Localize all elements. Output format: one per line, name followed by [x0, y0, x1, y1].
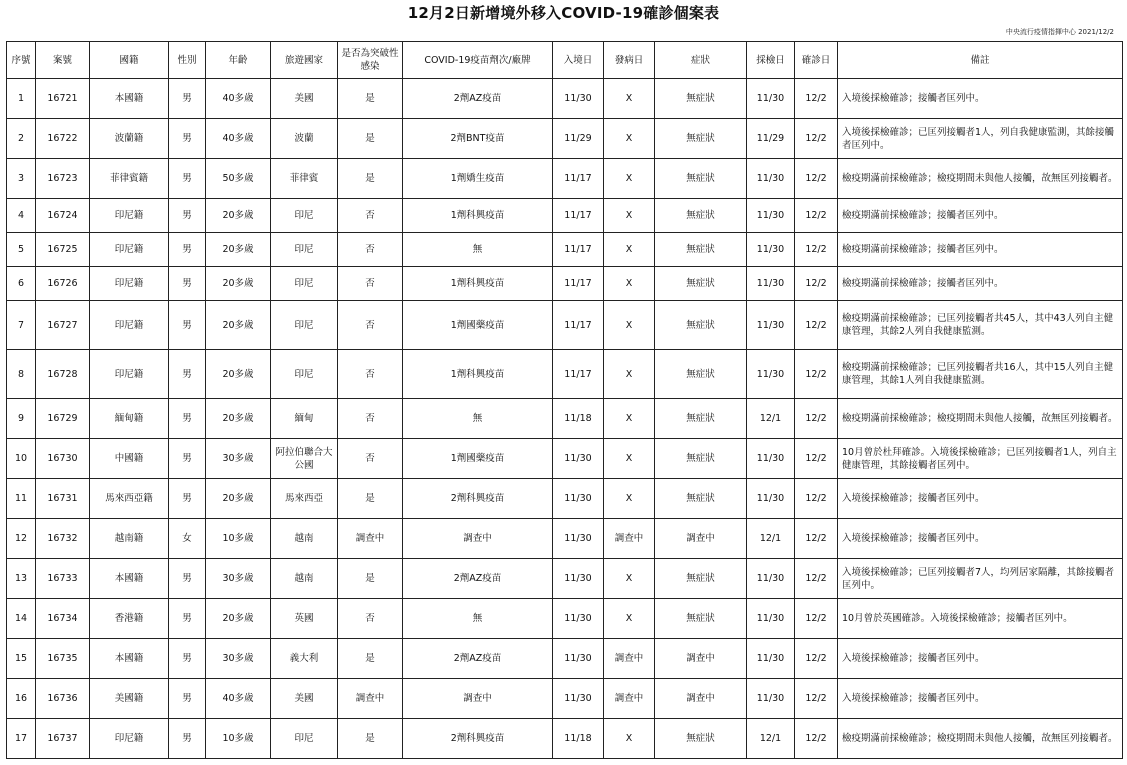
travel-country-cell: 印尼 [271, 719, 338, 759]
remarks-cell: 檢疫期滿前採檢確診；檢疫期間未與他人接觸，故無匡列接觸者。 [838, 159, 1123, 199]
table-row [7, 350, 1123, 399]
case-number-cell: 16723 [36, 159, 90, 199]
age-cell: 30多歲 [206, 639, 271, 679]
breakthrough-cell: 否 [338, 301, 403, 350]
travel-country-cell: 印尼 [271, 199, 338, 233]
travel-country-cell: 印尼 [271, 267, 338, 301]
travel-country-cell: 波蘭 [271, 119, 338, 159]
breakthrough-cell: 是 [338, 79, 403, 119]
case-table [6, 41, 1123, 759]
symptom-cell: 無症狀 [655, 479, 747, 519]
breakthrough-cell: 是 [338, 119, 403, 159]
entry-date-cell: 11/30 [553, 639, 604, 679]
age-cell: 10多歲 [206, 519, 271, 559]
table-row [7, 639, 1123, 679]
sampling-date-cell: 12/1 [747, 519, 795, 559]
col-nationality-header: 國籍 [90, 42, 169, 79]
vaccine-cell: 2劑科興疫苗 [403, 479, 553, 519]
onset-date-cell: X [604, 439, 655, 479]
remarks-cell: 檢疫期滿前採檢確診；接觸者匡列中。 [838, 199, 1123, 233]
seq-cell: 13 [7, 559, 36, 599]
travel-country-cell: 義大利 [271, 639, 338, 679]
table-row [7, 679, 1123, 719]
breakthrough-cell: 是 [338, 159, 403, 199]
age-cell: 20多歲 [206, 399, 271, 439]
table-row [7, 439, 1123, 479]
breakthrough-cell: 是 [338, 559, 403, 599]
nationality-cell: 印尼籍 [90, 199, 169, 233]
breakthrough-cell: 否 [338, 350, 403, 399]
confirmed-date-cell: 12/2 [795, 233, 838, 267]
table-row [7, 479, 1123, 519]
remarks-cell: 檢疫期滿前採檢確診；接觸者匡列中。 [838, 233, 1123, 267]
remarks-cell: 入境後採檢確診；接觸者匡列中。 [838, 679, 1123, 719]
sampling-date-cell: 11/30 [747, 679, 795, 719]
remarks-cell: 入境後採檢確診；已匡列接觸者7人，均列居家隔離，其餘接觸者匡列中。 [838, 559, 1123, 599]
symptom-cell: 無症狀 [655, 301, 747, 350]
entry-date-cell: 11/17 [553, 301, 604, 350]
confirmed-date-cell: 12/2 [795, 639, 838, 679]
breakthrough-cell: 否 [338, 233, 403, 267]
sampling-date-cell: 11/30 [747, 199, 795, 233]
seq-cell: 6 [7, 267, 36, 301]
case-number-cell: 16734 [36, 599, 90, 639]
nationality-cell: 印尼籍 [90, 301, 169, 350]
nationality-cell: 印尼籍 [90, 233, 169, 267]
symptom-cell: 調查中 [655, 519, 747, 559]
case-number-cell: 16737 [36, 719, 90, 759]
vaccine-cell: 2劑BNT疫苗 [403, 119, 553, 159]
case-number-cell: 16732 [36, 519, 90, 559]
age-cell: 40多歲 [206, 79, 271, 119]
onset-date-cell: X [604, 399, 655, 439]
sampling-date-cell: 11/30 [747, 79, 795, 119]
case-number-cell: 16721 [36, 79, 90, 119]
age-cell: 40多歲 [206, 119, 271, 159]
seq-cell: 12 [7, 519, 36, 559]
remarks-cell: 檢疫期滿前採檢確診；接觸者匡列中。 [838, 267, 1123, 301]
sampling-date-cell: 11/30 [747, 233, 795, 267]
onset-date-cell: X [604, 350, 655, 399]
col-vaccine-header: COVID-19疫苗劑次/廠牌 [403, 42, 553, 79]
seq-cell: 8 [7, 350, 36, 399]
col-symptom-header: 症狀 [655, 42, 747, 79]
remarks-cell: 入境後採檢確診；接觸者匡列中。 [838, 519, 1123, 559]
sampling-date-cell: 12/1 [747, 719, 795, 759]
table-row [7, 559, 1123, 599]
case-number-cell: 16725 [36, 233, 90, 267]
age-cell: 30多歲 [206, 559, 271, 599]
vaccine-cell: 1劑科興疫苗 [403, 199, 553, 233]
symptom-cell: 無症狀 [655, 719, 747, 759]
confirmed-date-cell: 12/2 [795, 350, 838, 399]
symptom-cell: 無症狀 [655, 350, 747, 399]
table-row [7, 199, 1123, 233]
entry-date-cell: 11/30 [553, 519, 604, 559]
seq-cell: 11 [7, 479, 36, 519]
confirmed-date-cell: 12/2 [795, 599, 838, 639]
travel-country-cell: 越南 [271, 519, 338, 559]
vaccine-cell: 1劑國藥疫苗 [403, 439, 553, 479]
entry-date-cell: 11/30 [553, 479, 604, 519]
remarks-cell: 入境後採檢確診；已匡列接觸者1人，列自我健康監測，其餘接觸者匡列中。 [838, 119, 1123, 159]
entry-date-cell: 11/30 [553, 559, 604, 599]
case-number-cell: 16736 [36, 679, 90, 719]
symptom-cell: 無症狀 [655, 399, 747, 439]
sex-cell: 男 [169, 559, 206, 599]
symptom-cell: 調查中 [655, 639, 747, 679]
onset-date-cell: X [604, 301, 655, 350]
col-entry-date-header: 入境日 [553, 42, 604, 79]
entry-date-cell: 11/18 [553, 399, 604, 439]
confirmed-date-cell: 12/2 [795, 119, 838, 159]
sex-cell: 男 [169, 639, 206, 679]
symptom-cell: 無症狀 [655, 79, 747, 119]
onset-date-cell: X [604, 159, 655, 199]
remarks-cell: 10月曾於英國確診。入境後採檢確診；接觸者匡列中。 [838, 599, 1123, 639]
nationality-cell: 馬來西亞籍 [90, 479, 169, 519]
nationality-cell: 美國籍 [90, 679, 169, 719]
seq-cell: 10 [7, 439, 36, 479]
travel-country-cell: 美國 [271, 79, 338, 119]
case-number-cell: 16730 [36, 439, 90, 479]
page-title: 12月2日新增境外移入COVID-19確診個案表 [407, 4, 720, 22]
entry-date-cell: 11/30 [553, 79, 604, 119]
remarks-cell: 檢疫期滿前採檢確診；檢疫期間未與他人接觸，故無匡列接觸者。 [838, 719, 1123, 759]
age-cell: 20多歲 [206, 199, 271, 233]
col-seq-header: 序號 [7, 42, 36, 79]
sampling-date-cell: 11/30 [747, 439, 795, 479]
seq-cell: 14 [7, 599, 36, 639]
vaccine-cell: 2劑AZ疫苗 [403, 559, 553, 599]
travel-country-cell: 印尼 [271, 350, 338, 399]
breakthrough-cell: 調查中 [338, 519, 403, 559]
onset-date-cell: X [604, 119, 655, 159]
vaccine-cell: 1劑國藥疫苗 [403, 301, 553, 350]
confirmed-date-cell: 12/2 [795, 399, 838, 439]
onset-date-cell: 調查中 [604, 679, 655, 719]
sampling-date-cell: 11/30 [747, 559, 795, 599]
case-number-cell: 16728 [36, 350, 90, 399]
vaccine-cell: 調查中 [403, 679, 553, 719]
seq-cell: 7 [7, 301, 36, 350]
sampling-date-cell: 11/29 [747, 119, 795, 159]
age-cell: 20多歲 [206, 267, 271, 301]
seq-cell: 16 [7, 679, 36, 719]
case-number-cell: 16729 [36, 399, 90, 439]
vaccine-cell: 無 [403, 233, 553, 267]
sex-cell: 男 [169, 159, 206, 199]
case-number-cell: 16727 [36, 301, 90, 350]
breakthrough-cell: 否 [338, 439, 403, 479]
sex-cell: 男 [169, 119, 206, 159]
vaccine-cell: 2劑科興疫苗 [403, 719, 553, 759]
confirmed-date-cell: 12/2 [795, 267, 838, 301]
col-sex-header: 性別 [169, 42, 206, 79]
case-number-cell: 16722 [36, 119, 90, 159]
symptom-cell: 無症狀 [655, 119, 747, 159]
col-age-header: 年齡 [206, 42, 271, 79]
seq-cell: 1 [7, 79, 36, 119]
travel-country-cell: 馬來西亞 [271, 479, 338, 519]
symptom-cell: 無症狀 [655, 199, 747, 233]
nationality-cell: 印尼籍 [90, 267, 169, 301]
header-row [7, 42, 1123, 79]
confirmed-date-cell: 12/2 [795, 519, 838, 559]
case-number-cell: 16733 [36, 559, 90, 599]
nationality-cell: 越南籍 [90, 519, 169, 559]
seq-cell: 2 [7, 119, 36, 159]
case-number-cell: 16731 [36, 479, 90, 519]
sex-cell: 男 [169, 599, 206, 639]
col-travel-country-header: 旅遊國家 [271, 42, 338, 79]
travel-country-cell: 越南 [271, 559, 338, 599]
sex-cell: 男 [169, 199, 206, 233]
breakthrough-cell: 否 [338, 399, 403, 439]
onset-date-cell: X [604, 233, 655, 267]
seq-cell: 9 [7, 399, 36, 439]
age-cell: 30多歲 [206, 439, 271, 479]
sampling-date-cell: 12/1 [747, 399, 795, 439]
nationality-cell: 本國籍 [90, 639, 169, 679]
symptom-cell: 調查中 [655, 679, 747, 719]
nationality-cell: 緬甸籍 [90, 399, 169, 439]
breakthrough-cell: 否 [338, 599, 403, 639]
travel-country-cell: 印尼 [271, 233, 338, 267]
table-row [7, 301, 1123, 350]
travel-country-cell: 菲律賓 [271, 159, 338, 199]
age-cell: 40多歲 [206, 679, 271, 719]
sampling-date-cell: 11/30 [747, 350, 795, 399]
onset-date-cell: X [604, 559, 655, 599]
entry-date-cell: 11/17 [553, 233, 604, 267]
col-case-number-header: 案號 [36, 42, 90, 79]
table-row [7, 159, 1123, 199]
breakthrough-cell: 是 [338, 719, 403, 759]
sampling-date-cell: 11/30 [747, 479, 795, 519]
sex-cell: 男 [169, 350, 206, 399]
remarks-cell: 10月曾於杜拜確診。入境後採檢確診；已匡列接觸者1人，列自主健康管理，其餘接觸者匡列中。 [838, 439, 1123, 479]
table-row [7, 719, 1123, 759]
onset-date-cell: X [604, 599, 655, 639]
vaccine-cell: 2劑AZ疫苗 [403, 639, 553, 679]
confirmed-date-cell: 12/2 [795, 679, 838, 719]
entry-date-cell: 11/18 [553, 719, 604, 759]
entry-date-cell: 11/17 [553, 199, 604, 233]
seq-cell: 5 [7, 233, 36, 267]
entry-date-cell: 11/17 [553, 159, 604, 199]
table-row [7, 519, 1123, 559]
nationality-cell: 香港籍 [90, 599, 169, 639]
table-row [7, 119, 1123, 159]
seq-cell: 17 [7, 719, 36, 759]
travel-country-cell: 美國 [271, 679, 338, 719]
onset-date-cell: 調查中 [604, 519, 655, 559]
symptom-cell: 無症狀 [655, 559, 747, 599]
vaccine-cell: 2劑AZ疫苗 [403, 79, 553, 119]
sex-cell: 女 [169, 519, 206, 559]
sex-cell: 男 [169, 679, 206, 719]
symptom-cell: 無症狀 [655, 267, 747, 301]
age-cell: 50多歲 [206, 159, 271, 199]
vaccine-cell: 無 [403, 399, 553, 439]
nationality-cell: 波蘭籍 [90, 119, 169, 159]
vaccine-cell: 1劑科興疫苗 [403, 267, 553, 301]
entry-date-cell: 11/30 [553, 439, 604, 479]
nationality-cell: 中國籍 [90, 439, 169, 479]
remarks-cell: 入境後採檢確診；接觸者匡列中。 [838, 79, 1123, 119]
sex-cell: 男 [169, 79, 206, 119]
vaccine-cell: 無 [403, 599, 553, 639]
sex-cell: 男 [169, 439, 206, 479]
age-cell: 20多歲 [206, 479, 271, 519]
entry-date-cell: 11/17 [553, 267, 604, 301]
age-cell: 20多歲 [206, 350, 271, 399]
seq-cell: 15 [7, 639, 36, 679]
sex-cell: 男 [169, 233, 206, 267]
sampling-date-cell: 11/30 [747, 639, 795, 679]
table-row [7, 399, 1123, 439]
sampling-date-cell: 11/30 [747, 159, 795, 199]
remarks-cell: 檢疫期滿前採檢確診；檢疫期間未與他人接觸，故無匡列接觸者。 [838, 399, 1123, 439]
symptom-cell: 無症狀 [655, 159, 747, 199]
entry-date-cell: 11/30 [553, 599, 604, 639]
age-cell: 10多歲 [206, 719, 271, 759]
onset-date-cell: X [604, 79, 655, 119]
age-cell: 20多歲 [206, 599, 271, 639]
travel-country-cell: 英國 [271, 599, 338, 639]
remarks-cell: 檢疫期滿前採檢確診；已匡列接觸者共16人，其中15人列自主健康管理，其餘1人列自我健康監測。 [838, 350, 1123, 399]
age-cell: 20多歲 [206, 301, 271, 350]
source-label: 中央流行疫情指揮中心 2021/12/2 [1005, 28, 1114, 36]
nationality-cell: 菲律賓籍 [90, 159, 169, 199]
confirmed-date-cell: 12/2 [795, 301, 838, 350]
confirmed-date-cell: 12/2 [795, 439, 838, 479]
remarks-cell: 檢疫期滿前採檢確診；已匡列接觸者共45人，其中43人列自主健康管理，其餘2人列自我健康監測。 [838, 301, 1123, 350]
symptom-cell: 無症狀 [655, 599, 747, 639]
sex-cell: 男 [169, 399, 206, 439]
seq-cell: 3 [7, 159, 36, 199]
confirmed-date-cell: 12/2 [795, 79, 838, 119]
sex-cell: 男 [169, 301, 206, 350]
breakthrough-cell: 是 [338, 479, 403, 519]
nationality-cell: 印尼籍 [90, 350, 169, 399]
vaccine-cell: 調查中 [403, 519, 553, 559]
sex-cell: 男 [169, 267, 206, 301]
entry-date-cell: 11/17 [553, 350, 604, 399]
nationality-cell: 印尼籍 [90, 719, 169, 759]
sampling-date-cell: 11/30 [747, 599, 795, 639]
onset-date-cell: X [604, 719, 655, 759]
table-row [7, 599, 1123, 639]
entry-date-cell: 11/29 [553, 119, 604, 159]
travel-country-cell: 印尼 [271, 301, 338, 350]
vaccine-cell: 1劑嬌生疫苗 [403, 159, 553, 199]
sex-cell: 男 [169, 719, 206, 759]
table-row [7, 267, 1123, 301]
onset-date-cell: X [604, 267, 655, 301]
age-cell: 20多歲 [206, 233, 271, 267]
sampling-date-cell: 11/30 [747, 267, 795, 301]
confirmed-date-cell: 12/2 [795, 479, 838, 519]
case-number-cell: 16735 [36, 639, 90, 679]
confirmed-date-cell: 12/2 [795, 199, 838, 233]
confirmed-date-cell: 12/2 [795, 559, 838, 599]
col-sampling-date-header: 採檢日 [747, 42, 795, 79]
nationality-cell: 本國籍 [90, 559, 169, 599]
col-confirmed-date-header: 確診日 [795, 42, 838, 79]
case-number-cell: 16724 [36, 199, 90, 233]
table-body [7, 79, 1123, 759]
onset-date-cell: X [604, 479, 655, 519]
seq-cell: 4 [7, 199, 36, 233]
symptom-cell: 無症狀 [655, 439, 747, 479]
entry-date-cell: 11/30 [553, 679, 604, 719]
col-breakthrough-header: 是否為突破性感染 [338, 42, 403, 79]
onset-date-cell: 調查中 [604, 639, 655, 679]
table-row [7, 233, 1123, 267]
col-onset-date-header: 發病日 [604, 42, 655, 79]
remarks-cell: 入境後採檢確診；接觸者匡列中。 [838, 479, 1123, 519]
confirmed-date-cell: 12/2 [795, 719, 838, 759]
symptom-cell: 無症狀 [655, 233, 747, 267]
remarks-cell: 入境後採檢確診；接觸者匡列中。 [838, 639, 1123, 679]
travel-country-cell: 緬甸 [271, 399, 338, 439]
sex-cell: 男 [169, 479, 206, 519]
table-row [7, 79, 1123, 119]
confirmed-date-cell: 12/2 [795, 159, 838, 199]
sampling-date-cell: 11/30 [747, 301, 795, 350]
breakthrough-cell: 否 [338, 267, 403, 301]
nationality-cell: 本國籍 [90, 79, 169, 119]
onset-date-cell: X [604, 199, 655, 233]
case-number-cell: 16726 [36, 267, 90, 301]
travel-country-cell: 阿拉伯聯合大公國 [271, 439, 338, 479]
vaccine-cell: 1劑科興疫苗 [403, 350, 553, 399]
breakthrough-cell: 調查中 [338, 679, 403, 719]
breakthrough-cell: 否 [338, 199, 403, 233]
breakthrough-cell: 是 [338, 639, 403, 679]
col-remarks-header: 備註 [838, 42, 1123, 79]
